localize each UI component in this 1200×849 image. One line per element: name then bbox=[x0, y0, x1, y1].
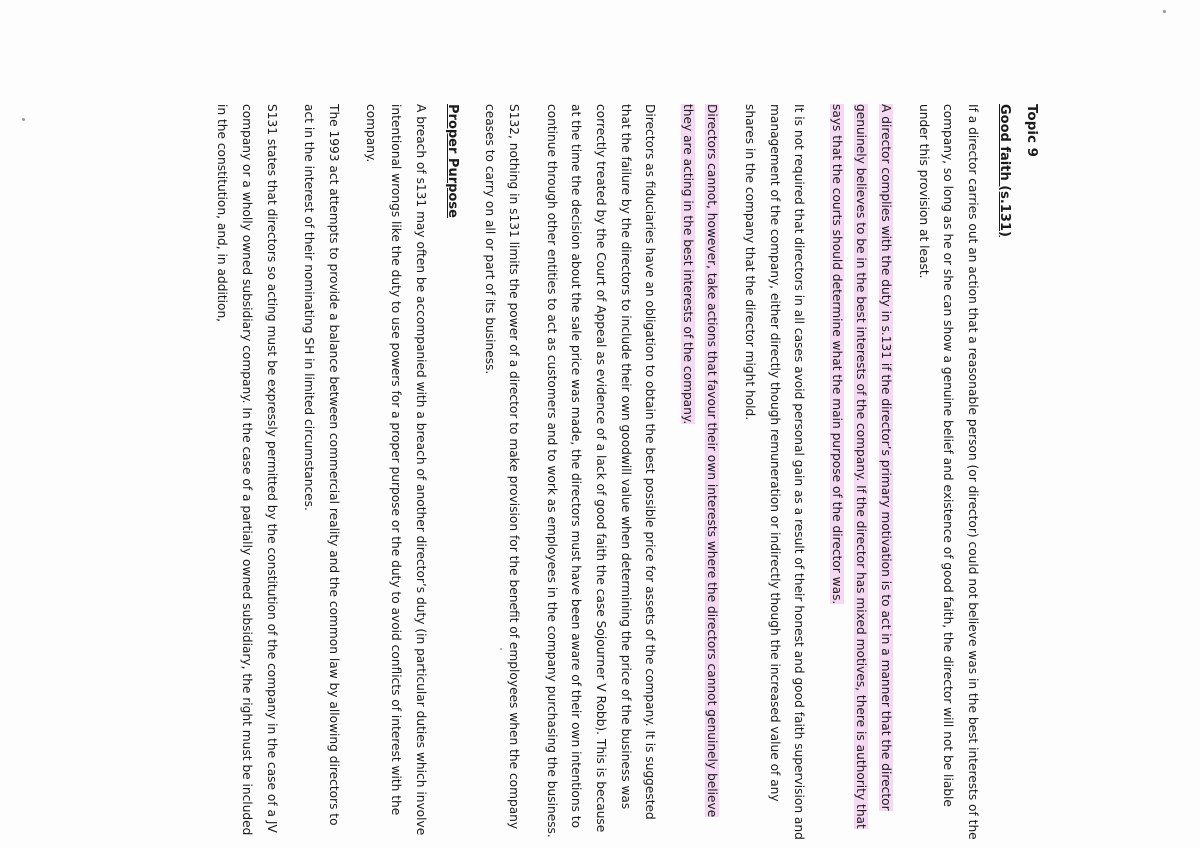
proper-purpose-paragraph-2: The 1993 act attempts to provide a balance between commercial reality and the common law by allowing directors to act in the interest of their nominating SH in limited circumstances. bbox=[302, 104, 341, 826]
good-faith-paragraph-3: It is not required that directors in all cases avoid personal gain as a result of their honest and good faith supervision and management of the company, either directly though remuneration or indirectly though the increased value of any shares in the company that the director might hold. bbox=[743, 104, 807, 840]
good-faith-paragraph-1: If a director carries out an action that a reasonable person (or director) could not believe was in the best interests of the company, so long as he or she can show a genuine belief and existence of good faith, the director will not be liable under this provision at least. bbox=[916, 104, 980, 840]
proper-purpose-paragraph-3: S131 states that directors so acting must be expressly permitted by the constitution of the company in the case of a JV company or a wholly owned subsidiary company. In the case of a partially owned subsidiary, the right must be included in the constitution, and, in addition, bbox=[215, 104, 279, 836]
good-faith-paragraph-6: S132, nothing in s131 limits the power of a director to make provision for the benefit of employees when the company ceases to carry on all or part of its business. bbox=[482, 104, 522, 830]
document-body bbox=[197, 104, 1044, 842]
topic-title: Topic 9 bbox=[1024, 104, 1040, 158]
scan-speck bbox=[1163, 10, 1166, 13]
good-faith-heading: Good faith (s.131) bbox=[997, 104, 1013, 237]
proper-purpose-heading: Proper Purpose bbox=[445, 104, 461, 218]
highlighted-text: A director complies with the duty in s.131 if the director’s primary motivation is to act in a manner that the director genuinely believes to be in the best interests of the company. If the director has mixed motives, there is authority that says that the courts should determine what the main purpose of the director was. bbox=[829, 104, 894, 829]
scan-speck bbox=[22, 118, 25, 121]
proper-purpose-paragraph-1: A breach of s131 may often be accompanied with a breach of another director’s duty (in particular duties which involve intentional wrongs like the duty to use powers for a proper purpose or the duty to avoid conflicts of interest with the company. bbox=[364, 104, 428, 836]
good-faith-paragraph-2 bbox=[824, 104, 898, 842]
good-faith-paragraph-4 bbox=[675, 104, 724, 842]
good-faith-paragraph-5: Directors as fiduciaries have an obligation to obtain the best possible price for assets of the company. It is suggested that the failure by the directors to include their own goodwill value when determining the price of the business was correctly treated by the Court of Appeal as evidence of a lack of good faith the case Sojourner V Robb). This is because at the time the decision about the sale price was made, the directors must have been aware of their own intentions to continue through other entities to act as customers and to work as employees in the company purchasing the business. bbox=[544, 104, 658, 838]
highlighted-text: Directors cannot, however, take actions that favour their own interests where the directors cannot genuinely believe they are acting in the best interests of the company. bbox=[680, 104, 720, 818]
